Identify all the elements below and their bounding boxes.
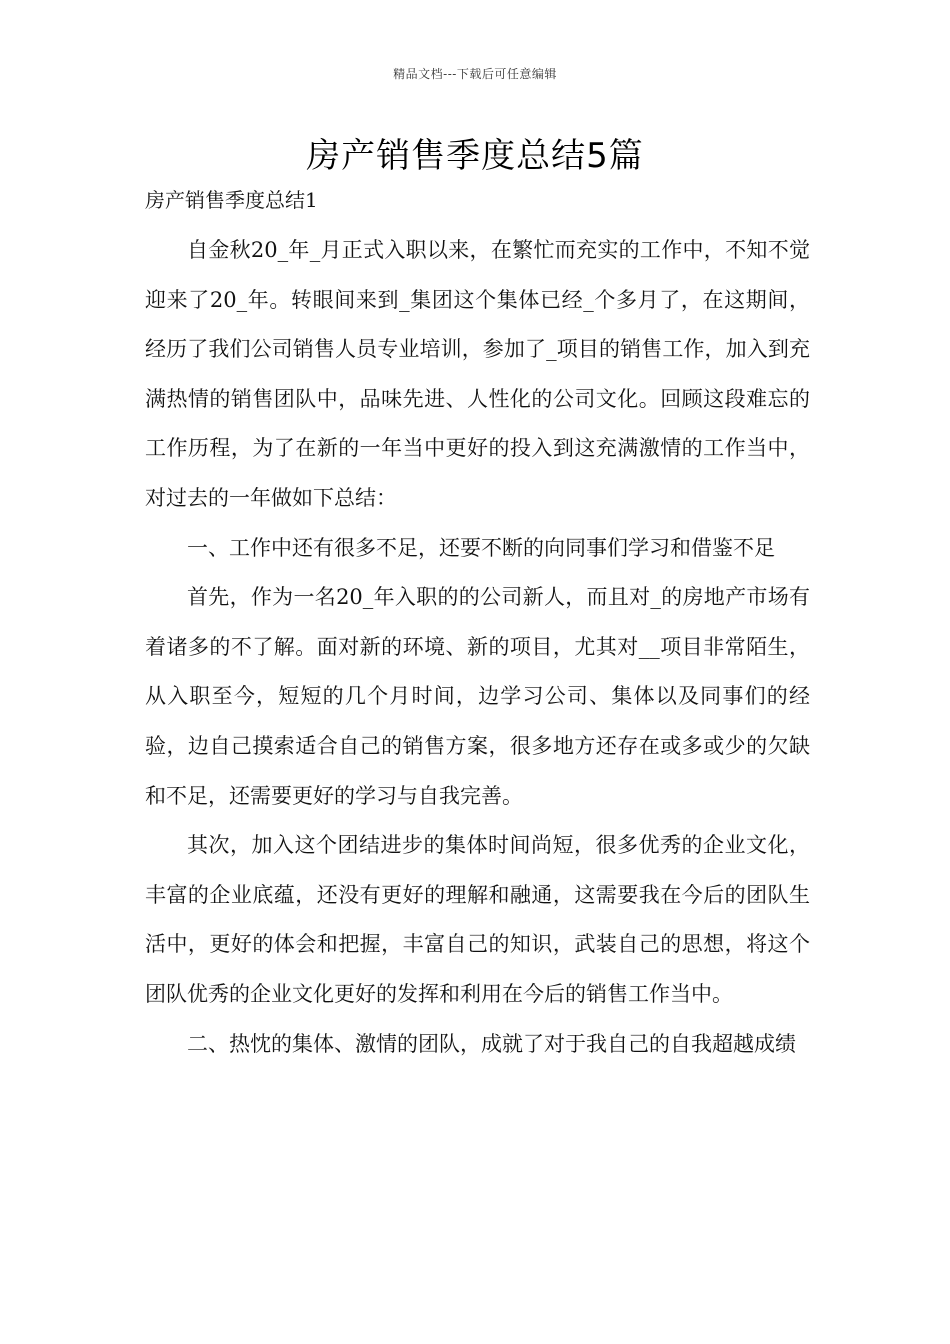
section-heading: 房产销售季度总结1 <box>145 188 318 212</box>
paragraph-point-two-heading: 二、热忱的集体、激情的团队，成就了对于我自己的自我超越成绩 <box>187 1031 796 1056</box>
document-body <box>145 226 810 1069</box>
paragraph-point-one-heading: 一、工作中还有很多不足，还要不断的向同事们学习和借鉴不足 <box>187 535 775 560</box>
paragraph-first: 首先，作为一名20_年入职的的公司新人，而且对_的房地产市场有着诸多的不了解。面对新的环境、新的项目，尤其对__项目非常陌生，从入职至今，短短的几个月时间，边学习公司、集体以及同事们的经验，边自己摸索适合自己的销售方案，很多地方还存在或多或少的欠缺和不足，还需要更好的学习与自我完善。 <box>145 585 810 808</box>
paragraph-second: 其次，加入这个团结进步的集体时间尚短，很多优秀的企业文化，丰富的企业底蕴，还没有更好的理解和融通，这需要我在今后的团队生活中，更好的体会和把握，丰富自己的知识，武装自己的思想，将这个团队优秀的企业文化更好的发挥和利用在今后的销售工作当中。 <box>145 833 810 1006</box>
document-title: 房产销售季度总结5篇 <box>306 136 644 176</box>
header-note: 精品文档---下载后可任意编辑 <box>393 67 557 81</box>
paragraph-intro: 自金秋20_年_月正式入职以来，在繁忙而充实的工作中，不知不觉迎来了20_年。转眼间来到_集团这个集体已经_个多月了，在这期间，经历了我们公司销售人员专业培训，参加了_项目的销售工作，加入到充满热情的销售团队中，品味先进、人性化的公司文化。回顾这段难忘的工作历程，为了在新的一年当中更好的投入到这充满激情的工作当中，对过去的一年做如下总结： <box>145 238 810 510</box>
